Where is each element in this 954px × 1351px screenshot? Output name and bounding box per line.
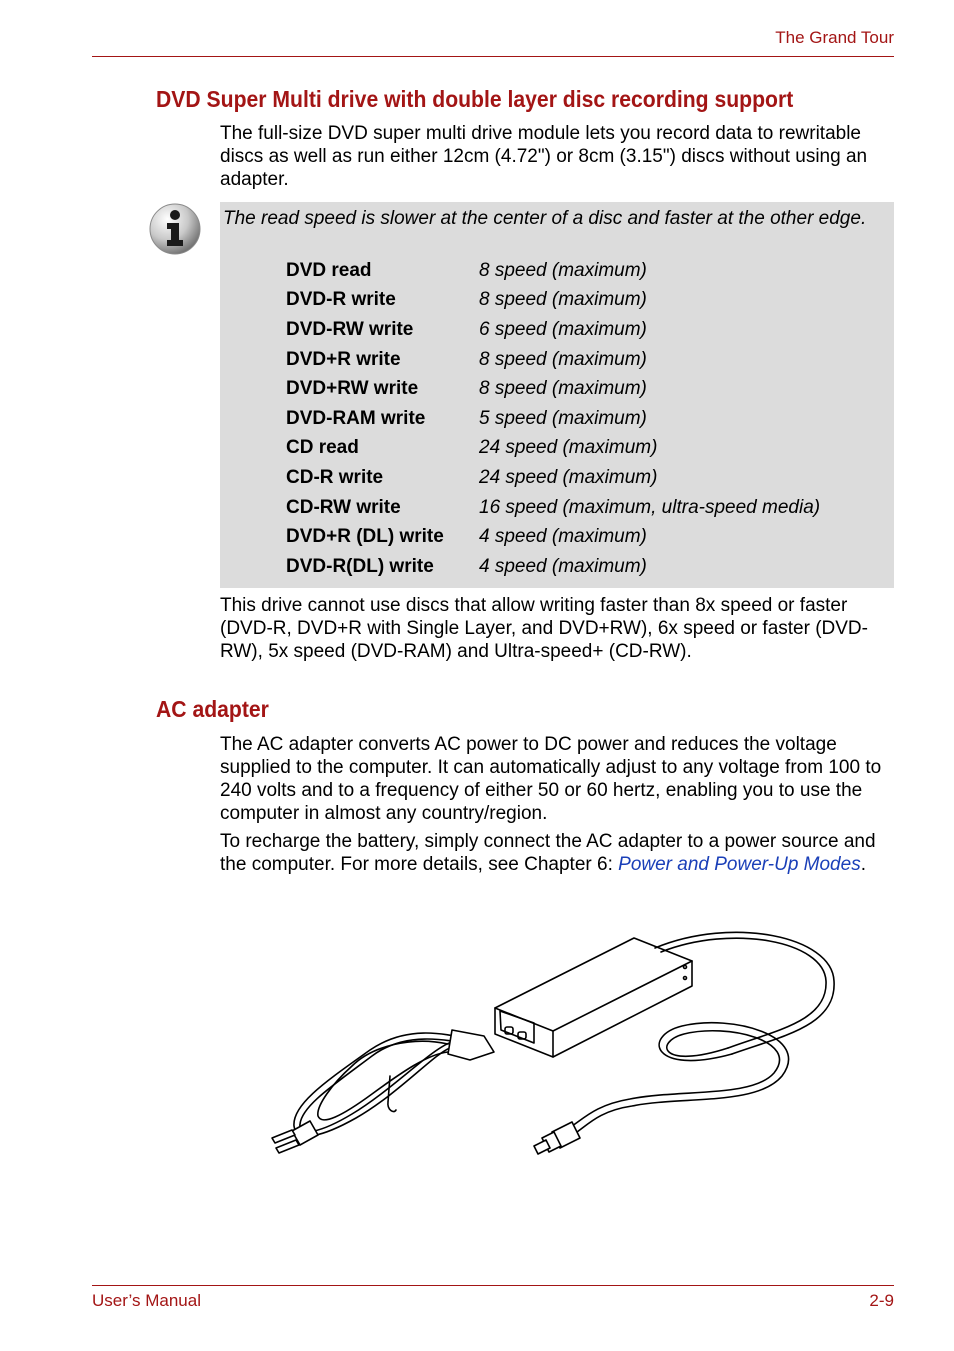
section-title: The Grand Tour [775,28,894,47]
speed-value: 8 speed (maximum) [479,378,647,400]
speed-value: 6 speed (maximum) [479,318,647,340]
ac-cord [272,1030,494,1153]
drive-mode-label: CD read [286,437,359,459]
speed-value: 8 speed (maximum) [479,259,647,281]
drive-mode-label: DVD+R (DL) write [286,526,444,548]
speed-row [286,434,820,464]
drive-mode-label: CD-RW write [286,496,401,518]
note-text: The read speed is slower at the center of a disc and faster at the other edge. [223,208,867,229]
speed-value: 24 speed (maximum) [479,437,658,459]
speed-row [286,493,820,523]
drive-mode-label: CD-R write [286,466,384,488]
manual-title: User’s Manual [92,1291,201,1310]
drive-mode-label: DVD read [286,259,372,281]
speed-row [286,374,820,404]
page-number: 2-9 [869,1291,894,1310]
speed-row [286,522,820,552]
speed-value: 5 speed (maximum) [479,407,647,429]
speed-row [286,404,820,434]
speed-row [286,286,820,316]
speed-value: 8 speed (maximum) [479,348,647,370]
recharge-period: . [860,854,866,875]
speed-value: 4 speed (maximum) [479,526,647,548]
power-modes-link[interactable]: Power and Power-Up Modes [618,854,861,875]
speed-row [286,552,820,582]
ac-section-heading: AC adapter [156,696,269,722]
drive-limitation-paragraph: This drive cannot use discs that allow writing faster than 8x speed or faster (DVD-R, DVD+R with Single Layer, and DVD+RW), 6x speed or faster (DVD-RW), 5x speed (DVD-RAM) and Ultra-speed+ (CD-RW). [220,595,868,662]
drive-mode-label: DVD-RAM write [286,407,426,429]
drive-mode-label: DVD+RW write [286,378,419,400]
dvd-intro-paragraph: The full-size DVD super multi drive module lets you record data to rewritable discs as well as run either 12cm (4.72") or 8cm (3.15") discs without using an adapter. [220,123,868,190]
drive-mode-label: DVD-R(DL) write [286,555,434,577]
drive-mode-label: DVD+R write [286,348,401,370]
recharge-paragraph [220,830,896,876]
note-box [220,202,894,588]
speed-value: 8 speed (maximum) [479,289,647,311]
drive-mode-label: DVD-R write [286,289,396,311]
drive-mode-label: DVD-RW write [286,318,414,340]
recharge-text: To recharge the battery, simply connect the AC adapter to a power source and the computer. For more details, see Chapter 6: [220,831,876,875]
adapter-body [495,938,692,1057]
speed-row [286,315,820,345]
ac-adapter-illustration [262,926,842,1166]
speed-row [286,463,820,493]
speed-value: 16 speed (maximum, ultra-speed media) [479,496,821,518]
footer-rule [92,1285,894,1286]
speed-value: 4 speed (maximum) [479,555,647,577]
ac-adapter-paragraph: The AC adapter converts AC power to DC power and reduces the voltage supplied to the computer. It can automatically adjust to any voltage from 100 to 240 volts and to a frequency of either 50 or 60 hertz, enabling you to use the computer in almost any country/region. [220,734,882,824]
dvd-section-heading: DVD Super Multi drive with double layer disc recording support [156,86,794,112]
speed-row [286,256,820,286]
header-rule [92,56,894,57]
speed-row [286,345,820,375]
speed-table [286,256,820,582]
info-icon [148,202,202,256]
speed-value: 24 speed (maximum) [479,466,658,488]
